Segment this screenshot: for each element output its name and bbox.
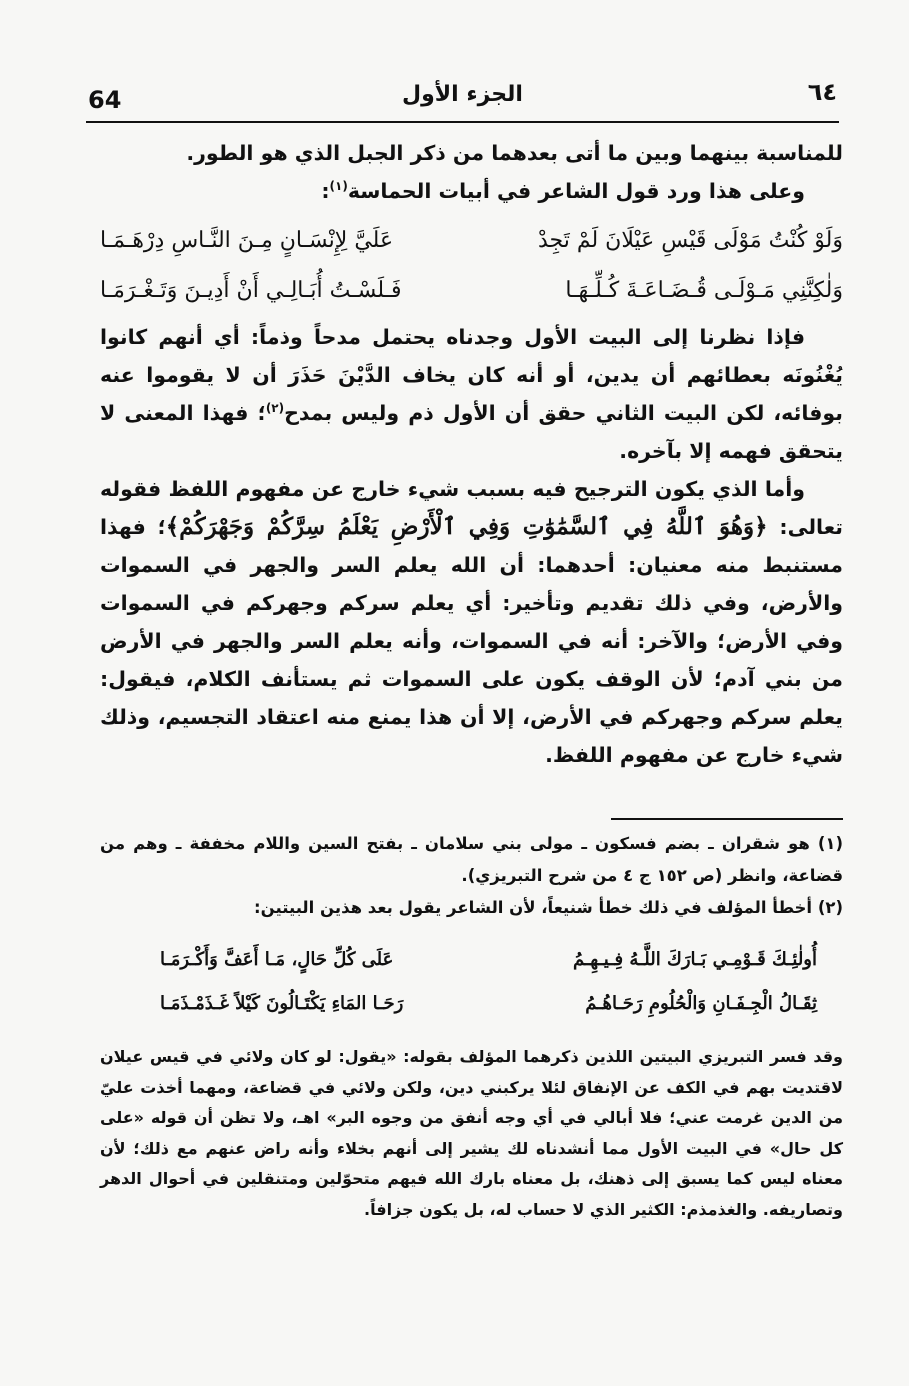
footnote-ref-1: (١) [329,179,348,194]
verse-first-hemistich: وَلٰكِنَّنِي مَـوْلَـى قُـضَـاعَـةَ كُـلِّـهَـا [565,278,843,303]
footnote-separator [611,818,843,820]
running-title: الجزء الأول [402,82,523,107]
paragraph-1: للمناسبة بينهما وبين ما أتى بعدهما من ذكر الجبل الذي هو الطور. [186,141,843,165]
verse-line [100,266,843,316]
main-text [100,134,843,774]
footnotes [100,828,843,1225]
verse-line [160,982,817,1026]
verse-first-hemistich: ثِقَـالُ الْجِـفَـانِ وَالْحُلُومِ رَحَـاهُـمُ [585,993,817,1014]
paragraph-3: فإذا نظرنا إلى البيت الأول وجدناه يحتمل مدحاً وذماً: أي أنهم كانوا يُغْنُونَه بعطائهم أن يدين، أو أنه كان يخاف الدَّيْنَ حَذَرَ أن لا يقوموا عنه بوفائه، لكن البيت الثاني حقق أن الأول ذم وليس بمدح$^{(٢)}$؛ فهذا المعنى لا يتحقق فهمه إلا بآخره. [100,325,843,463]
paragraph-4: وأما الذي يكون الترجيح فيه بسبب شيء خارج عن مفهوم اللفظ فقوله تعالى: ﴿وَهُوَ ٱللَّهُ فِي ٱلسَّمَٰوَٰتِ وَفِي ٱلْأَرْضِ يَعْلَمُ سِرَّكُمْ وَجَهْرَكُمْ﴾؛ فهذا مستنبط منه معنيان: أحدهما: أن الله يعلم السر والجهر في السموات والأرض، وفي ذلك تقديم وتأخير: أي يعلم سركم وجهركم في السموات وفي الأرض؛ والآخر: أنه في السموات، وأنه يعلم السر والجهر في الأرض من بني آدم؛ لأن الوقف يكون على السموات ثم يستأنف الكلام، فيقول: يعلم سركم وجهركم في الأرض، إلا أن هذا يمنع منه اعتقاد التجسيم، وذلك شيء خارج عن مفهوم اللفظ. [100,477,843,767]
page-number-latin: 64 [88,86,122,114]
page-number-arabic: ٦٤ [807,78,837,106]
quran-verse: ﴿وَهُوَ ٱللَّهُ فِي ٱلسَّمَٰوَٰتِ وَفِي ٱلْأَرْضِ يَعْلَمُ سِرَّكُمْ وَجَهْرَكُمْ﴾ [165,513,768,540]
verse-block [100,216,843,316]
footnote-verse-block [160,938,817,1026]
footnote-commentary: وقد فسر التبريزي البيتين اللذين ذكرهما المؤلف بقوله: «يقول: لو كان ولائي في قيس عيلان لاقتديت بهم في الكف عن الإنفاق لئلا يركبني دين، ولكن ولائي في قضاعة، ومهما أخذت عليّ من الدين غرمت عني؛ فلا أبالي في أي وجه أنفق من وجوه البر» اهـ، ولا تظن أن قوله «على كل حال» في البيت الأول مما أنشدناه لك يشير إلى أنهم بخلاء وأنه راض عنهم مع ذلك؛ لأن معناه ليس كما يسبق إلى ذهنك، بل معناه بارك الله فيهم متحوّلين ومتنقلين في أحوال الدهر وتصاريفه. والغذمذم: الكثير الذي لا حساب له، بل يكون جزافاً. [100,1047,843,1219]
verse-second-hemistich: عَلَى كُلِّ حَالٍ، مَـا أَعَفَّ وَأَكْـرَمَـا [160,949,394,970]
verse-line [160,938,817,982]
footnote-1: (١) هو شقران ـ بضم فسكون ـ مولى بني سلامان ـ بفتح السين واللام مخففة ـ وهم من قضاعة، وانظر (ص ١٥٢ ج ٤ من شرح التبريزي). [100,834,843,885]
verse-line [100,216,843,266]
header-rule [86,121,839,123]
verse-second-hemistich: فَـلَسْـتُ أُبَـالِـي أَنْ أَدِيـنَ وَتَـغْـرَمَـا [100,278,402,303]
footnote-ref-2: (٢) [265,401,285,416]
paragraph-2: وعلى هذا ورد قول الشاعر في أبيات الحماسة$^{(١)}$: [321,179,805,203]
page-header [88,72,837,116]
verse-first-hemistich: وَلَوْ كُنْتُ مَوْلَى قَيْسِ عَيْلَانَ لَمْ تَجِدْ [537,228,843,253]
footnote-2: (٢) أخطأ المؤلف في ذلك خطأ شنيعاً، لأن الشاعر يقول بعد هذين البيتين: [254,898,843,917]
verse-second-hemistich: عَلَيَّ لِإِنْسَـانٍ مِـنَ النَّـاسِ دِرْهَـمَـا [100,228,394,253]
verse-second-hemistich: رَحَـا المَاءِ يَكْتَـالُونَ كَيْلاً غَـذَمْـذَمَـا [160,993,404,1014]
verse-first-hemistich: أُولٰئِـكَ قَـوْمِـي بَـارَكَ اللَّـهُ فِـيـهِـمُ [572,949,817,970]
